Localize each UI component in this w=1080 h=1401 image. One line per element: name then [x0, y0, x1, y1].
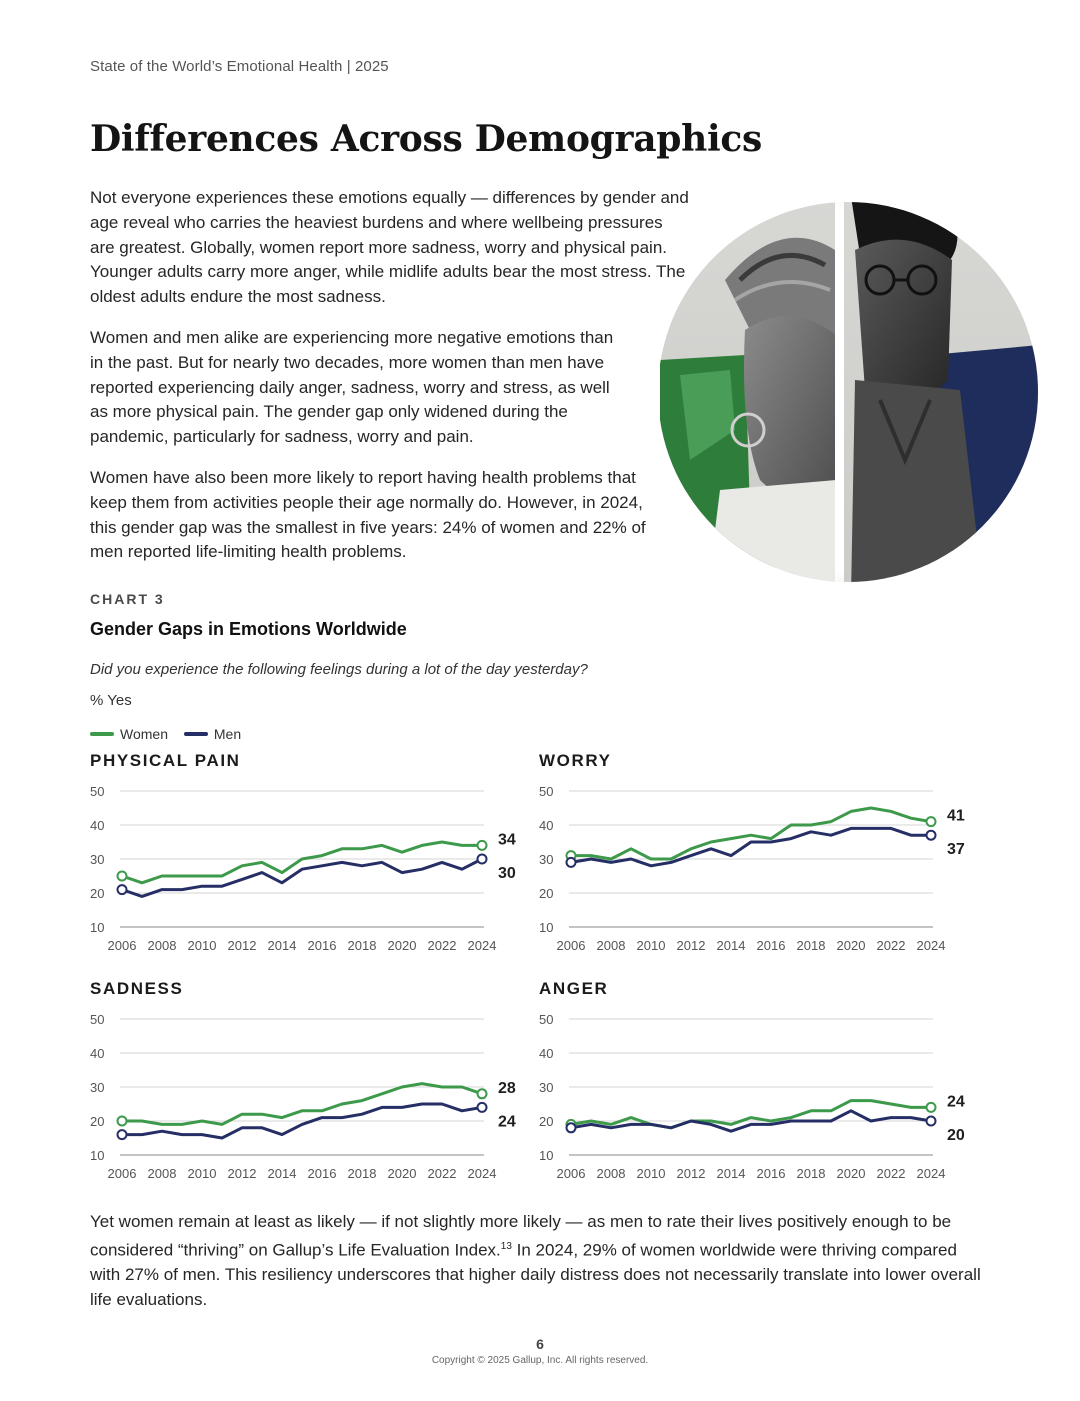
x-tick-label: 2022	[876, 938, 906, 953]
y-tick-label: 50	[539, 1012, 554, 1027]
end-value-label-men: 24	[498, 1113, 516, 1131]
y-tick-label: 30	[90, 1080, 105, 1095]
chart-legend	[90, 723, 253, 742]
x-tick-label: 2022	[876, 1166, 906, 1181]
line-chart-anger	[539, 1003, 979, 1183]
x-tick-label: 2024	[467, 938, 497, 953]
x-tick-label: 2006	[556, 1166, 586, 1181]
end-value-label-men: 37	[947, 841, 965, 859]
x-tick-label: 2006	[107, 938, 137, 953]
panel-title: PHYSICAL PAIN	[90, 751, 241, 770]
x-tick-label: 2020	[836, 938, 866, 953]
x-tick-label: 2012	[227, 938, 257, 953]
x-tick-label: 2018	[796, 938, 826, 953]
start-point-women	[118, 872, 127, 881]
y-tick-label: 10	[539, 920, 554, 935]
x-tick-label: 2014	[716, 1166, 746, 1181]
panel-anger	[539, 979, 979, 1179]
x-tick-label: 2016	[756, 1166, 786, 1181]
y-tick-label: 20	[90, 886, 105, 901]
panel-title: ANGER	[539, 979, 609, 998]
footnote-marker: 13	[500, 1240, 512, 1252]
x-tick-label: 2016	[307, 1166, 337, 1181]
chart-number-label: CHART 3	[90, 591, 165, 607]
x-tick-label: 2020	[836, 1166, 866, 1181]
series-line-women	[571, 808, 931, 859]
y-tick-label: 30	[539, 1080, 554, 1095]
x-tick-label: 2008	[596, 1166, 626, 1181]
x-tick-label: 2010	[636, 938, 666, 953]
start-point-men	[118, 1130, 127, 1139]
legend-label-men: Men	[213, 726, 242, 742]
x-tick-label: 2010	[187, 1166, 217, 1181]
x-tick-label: 2018	[347, 1166, 377, 1181]
series-line-men	[122, 859, 482, 896]
x-tick-label: 2024	[916, 1166, 946, 1181]
portrait-illustration	[660, 130, 1040, 650]
panel-physical-pain	[90, 751, 530, 951]
legend-label-women: Women	[120, 726, 168, 742]
legend-swatch-men	[184, 732, 208, 736]
x-tick-label: 2012	[676, 938, 706, 953]
y-tick-label: 50	[90, 1012, 105, 1027]
x-tick-label: 2020	[387, 1166, 417, 1181]
x-tick-label: 2016	[756, 938, 786, 953]
x-tick-label: 2006	[107, 1166, 137, 1181]
y-tick-label: 40	[539, 1046, 554, 1061]
x-tick-label: 2016	[307, 938, 337, 953]
page-number: 6	[536, 1336, 544, 1352]
x-tick-label: 2018	[796, 1166, 826, 1181]
x-tick-label: 2014	[716, 938, 746, 953]
x-tick-label: 2022	[427, 1166, 457, 1181]
body-paragraph-1: Not everyone experiences these emotions equally — differences by gender and age reveal who carries the heaviest burdens and where wellbeing pressures are greatest. Globally, women report more sadness, worry and physical pain. Younger adults carry more anger, while midlife adults bear the most stress. The oldest adults endure the most sadness.	[90, 188, 689, 307]
end-point-men	[927, 831, 936, 840]
end-value-label-women: 41	[947, 807, 965, 825]
y-tick-label: 40	[90, 1046, 105, 1061]
panel-title: SADNESS	[90, 979, 184, 998]
y-tick-label: 50	[539, 784, 554, 799]
panel-sadness	[90, 979, 530, 1179]
y-tick-label: 20	[90, 1114, 105, 1129]
x-tick-label: 2010	[187, 938, 217, 953]
x-tick-label: 2024	[467, 1166, 497, 1181]
survey-question: Did you experience the following feelings during a lot of the day yesterday?	[90, 661, 588, 678]
paragraph-text: Yet women remain at least as likely — if not slightly more likely — as men to rate their lives positively enough to be considered “thriving” on Gallup’s Life Evaluation Index.	[90, 1212, 952, 1260]
body-paragraph-3: Women have also been more likely to report having health problems that keep them from activities people their age normally do. However, in 2024, this gender gap was the smallest in five years: 24% of women and 22% of men reported life-limiting health problems.	[90, 468, 646, 562]
end-value-label-women: 28	[498, 1079, 516, 1097]
legend-swatch-women	[90, 732, 114, 736]
end-point-women	[478, 1089, 487, 1098]
end-point-men	[927, 1117, 936, 1126]
chart-units: % Yes	[90, 692, 132, 709]
body-paragraph-4	[90, 1210, 990, 1313]
x-tick-label: 2012	[227, 1166, 257, 1181]
panel-worry	[539, 751, 979, 951]
x-tick-label: 2008	[596, 938, 626, 953]
x-tick-label: 2014	[267, 1166, 297, 1181]
x-tick-label: 2008	[147, 1166, 177, 1181]
end-point-men	[478, 1103, 487, 1112]
x-tick-label: 2012	[676, 1166, 706, 1181]
x-tick-label: 2024	[916, 938, 946, 953]
end-point-men	[478, 855, 487, 864]
copyright: Copyright © 2025 Gallup, Inc. All rights reserved.	[431, 1355, 649, 1366]
end-value-label-women: 24	[947, 1093, 965, 1111]
y-tick-label: 30	[90, 852, 105, 867]
line-chart-sadness	[90, 1003, 530, 1183]
start-point-men	[567, 858, 576, 867]
end-value-label-women: 34	[498, 831, 516, 849]
chart-title: Gender Gaps in Emotions Worldwide	[90, 619, 407, 639]
y-tick-label: 10	[539, 1148, 554, 1163]
y-tick-label: 10	[90, 920, 105, 935]
end-point-women	[478, 841, 487, 850]
y-tick-label: 50	[90, 784, 105, 799]
running-head: State of the World’s Emotional Health | 2025	[90, 58, 389, 75]
x-tick-label: 2006	[556, 938, 586, 953]
series-line-women	[122, 842, 482, 883]
x-tick-label: 2020	[387, 938, 417, 953]
x-tick-label: 2008	[147, 938, 177, 953]
y-tick-label: 20	[539, 886, 554, 901]
start-point-men	[567, 1123, 576, 1132]
y-tick-label: 10	[90, 1148, 105, 1163]
legend-item-women	[90, 726, 168, 742]
x-tick-label: 2022	[427, 938, 457, 953]
start-point-men	[118, 885, 127, 894]
y-tick-label: 30	[539, 852, 554, 867]
x-tick-label: 2018	[347, 938, 377, 953]
start-point-women	[118, 1117, 127, 1126]
x-tick-label: 2014	[267, 938, 297, 953]
y-tick-label: 20	[539, 1114, 554, 1129]
end-value-label-men: 30	[498, 865, 516, 882]
y-tick-label: 40	[90, 818, 105, 833]
end-point-women	[927, 817, 936, 826]
page-title: Differences Across Demographics	[90, 118, 762, 160]
paragraph-text: In 2024, 29% of women worldwide were thriving compared with 27% of men. This resiliency underscores that higher daily distress does not necessarily translate into lower overall life evaluations.	[90, 1240, 981, 1310]
line-chart-physical-pain	[90, 775, 530, 955]
x-tick-label: 2010	[636, 1166, 666, 1181]
panel-title: WORRY	[539, 751, 612, 770]
y-tick-label: 40	[539, 818, 554, 833]
end-value-label-men: 20	[947, 1127, 965, 1144]
end-point-women	[927, 1103, 936, 1112]
legend-item-men	[184, 726, 241, 742]
body-paragraph-2: Women and men alike are experiencing more negative emotions than in the past. But for nearly two decades, more women than men have reported experiencing daily anger, sadness, worry and stress, as well as more physical pain. The gender gap only widened during the pandemic, particularly for sadness, worry and pain.	[90, 328, 614, 447]
line-chart-worry	[539, 775, 979, 955]
